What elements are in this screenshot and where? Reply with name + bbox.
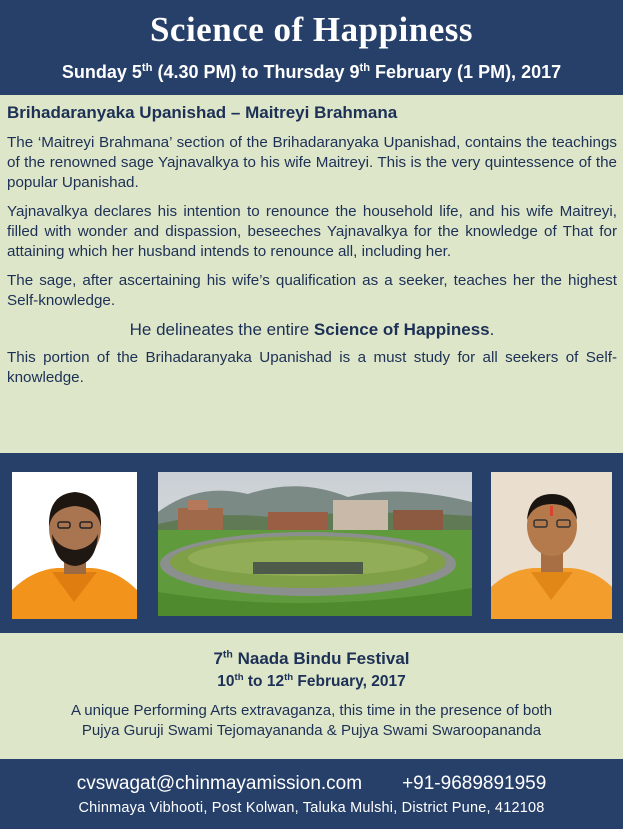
festival-line-2: Pujya Guruji Swami Tejomayananda & Pujya Swami Swaroopananda [81, 722, 542, 739]
festival-panel [0, 633, 623, 759]
highlight-bold: Science of Happiness [313, 320, 490, 339]
contact-line [0, 773, 623, 795]
paragraph-3: The sage, after ascertaining his wife’s qualification as a seeker, teaches her the highest Self-knowledge. [7, 272, 617, 309]
speaker-photo-left [12, 472, 137, 619]
person-illustration [12, 472, 137, 619]
header-banner [0, 0, 623, 95]
festival-d-mid: to 12 [243, 673, 285, 690]
campus-photo [158, 472, 472, 616]
festival-num: 7 [213, 649, 223, 668]
festival-d2-sup: th [284, 671, 294, 683]
festival-sup: th [222, 648, 233, 661]
festival-d-rest: February, 2017 [293, 673, 406, 690]
festival-name [0, 649, 623, 669]
photo-strip [0, 453, 623, 633]
paragraph-2: Yajnavalkya declares his intention to renounce the household life, and his wife Maitreyi, filled with wonder and dispassion, beseeches Yajnavalkya for the knowledge of That for attaining which her husband intends to renounce all, including her. [7, 203, 617, 260]
festival-d1: 10 [217, 673, 235, 690]
speaker-photo-right [491, 472, 612, 619]
event-dates [0, 62, 623, 83]
campus-illustration [158, 472, 472, 616]
start-day: Sunday 5 [61, 62, 142, 82]
highlight-suffix: . [489, 320, 495, 339]
address: Chinmaya Vibhooti, Post Kolwan, Taluka Mulshi, District Pune, 412108 [78, 800, 545, 816]
start-rest: (4.30 PM) to Thursday 9 [152, 62, 360, 82]
page-title: Science of Happiness [149, 10, 474, 49]
closing-paragraph: This portion of the Brihadaranyaka Upanishad is a must study for all seekers of Self-knowledge. [7, 349, 617, 386]
section-heading: Brihadaranyaka Upanishad – Maitreyi Brahmana [7, 103, 398, 122]
highlight-prefix: He delineates the entire [129, 320, 314, 339]
person-illustration [491, 472, 612, 619]
highlight-line [7, 320, 617, 340]
end-rest: February (1 PM), 2017 [370, 62, 562, 82]
festival-d1-sup: th [234, 671, 244, 683]
start-sup: th [141, 62, 153, 74]
festival-line-1: A unique Performing Arts extravaganza, this time in the presence of both [70, 702, 553, 719]
festival-dates [0, 673, 623, 691]
paragraph-1: The ‘Maitreyi Brahmana’ section of the Brihadaranyaka Upanishad, contains the teachings of the renowned sage Yajnavalkya to his wife Maitreyi. This is the very quintessence of the popular Upanishad. [7, 134, 617, 191]
footer [0, 759, 623, 829]
phone-number[interactable]: +91-9689891959 [402, 773, 547, 794]
festival-description [10, 701, 613, 741]
end-sup: th [359, 62, 371, 74]
festival-name-rest: Naada Bindu Festival [232, 649, 410, 668]
email-link[interactable]: cvswagat@chinmayamission.com [76, 773, 363, 794]
description-panel [0, 95, 623, 453]
